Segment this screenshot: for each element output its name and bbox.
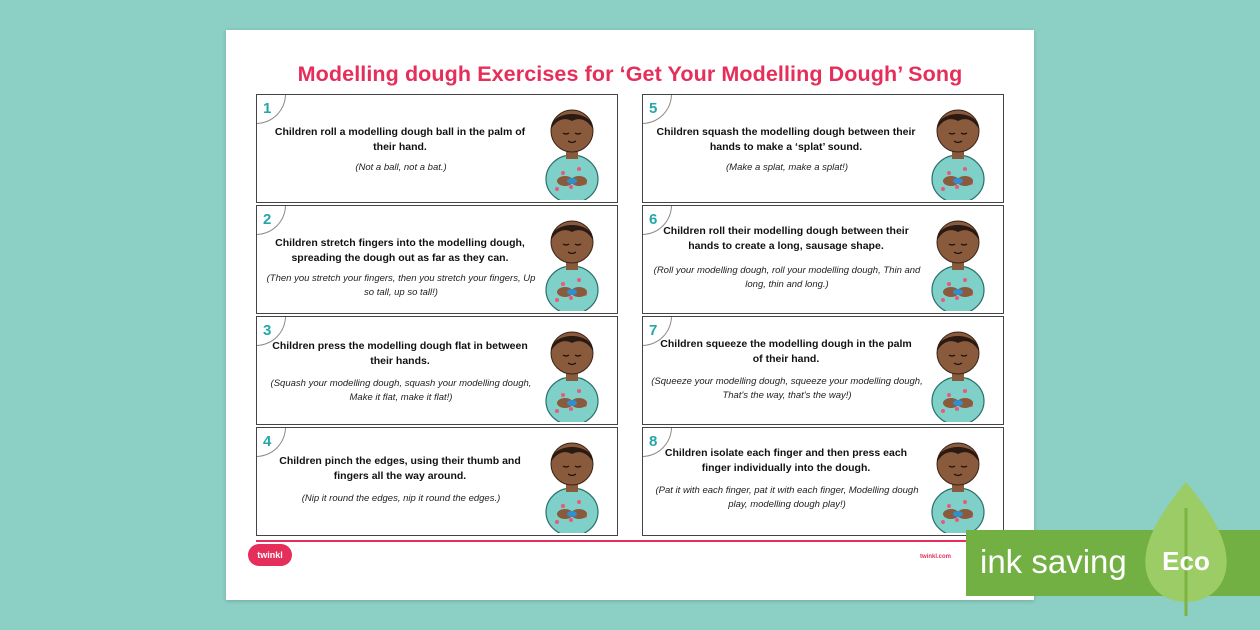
card-number: 5: [649, 100, 658, 117]
card-instruction: Children pinch the edges, using their thumb and fingers all the way around.: [279, 455, 521, 482]
exercise-card-1: [256, 94, 618, 203]
card-lyric: (Then you stretch your fingers, then you stretch your fingers, Up so tall, up so tall!): [266, 273, 536, 298]
footer-divider: [256, 540, 1004, 542]
card-instruction: Children squeeze the modelling dough in the palm of their hand.: [660, 338, 912, 365]
card-instruction: Children stretch fingers into the modelling dough, spreading the dough out as far as they can.: [275, 237, 525, 264]
card-instruction: Children isolate each finger and then press each finger individually into the dough.: [664, 447, 908, 474]
twinkl-logo: twinkl: [248, 544, 292, 566]
card-number: 2: [263, 211, 272, 228]
card-instruction: Children roll a modelling dough ball in the palm of their hand.: [274, 126, 526, 153]
card-instruction: Children roll their modelling dough between their hands to create a long, sausage shape.: [663, 225, 909, 252]
card-lyric: (Squash your modelling dough, squash your modelling dough, Make it flat, make it flat!): [270, 378, 532, 403]
card-instruction: Children press the modelling dough flat in between their hands.: [272, 340, 528, 367]
card-lyric: (Roll your modelling dough, roll your modelling dough, Thin and long, thin and long.): [653, 265, 921, 290]
eco-badge: Eco: [1162, 546, 1210, 576]
exercise-card-2: [256, 205, 618, 314]
card-number: 3: [263, 322, 272, 339]
footer-url: twinkl.com: [920, 554, 952, 560]
child-illustration: [535, 432, 609, 533]
exercise-card-3: [256, 316, 618, 425]
exercise-card-4: [256, 427, 618, 536]
child-illustration: [921, 210, 995, 311]
card-lyric: (Squeeze your modelling dough, squeeze your modelling dough, That's the way, that's the way!): [651, 376, 923, 401]
exercise-card-8: [642, 427, 1004, 536]
ink-saving-label: ink saving: [980, 543, 1127, 580]
card-number: 1: [263, 100, 272, 117]
exercise-card-7: [642, 316, 1004, 425]
card-number: 8: [649, 433, 658, 450]
child-illustration: [921, 321, 995, 422]
card-number: 6: [649, 211, 658, 228]
card-number: 7: [649, 322, 658, 339]
card-lyric: (Make a splat, make a splat!): [726, 162, 848, 173]
worksheet-page: [226, 30, 1034, 600]
child-illustration: [921, 99, 995, 200]
card-instruction: Children squash the modelling dough between their hands to make a ‘splat’ sound.: [656, 126, 916, 153]
child-illustration: [921, 432, 995, 533]
card-lyric: (Nip it round the edges, nip it round the edges.): [301, 493, 501, 504]
child-illustration: [535, 321, 609, 422]
exercise-card-5: [642, 94, 1004, 203]
child-illustration: [535, 99, 609, 200]
eco-leaf-icon: [1138, 478, 1234, 618]
card-lyric: (Not a ball, not a bat.): [355, 162, 447, 173]
exercise-card-6: [642, 205, 1004, 314]
child-illustration: [535, 210, 609, 311]
card-number: 4: [263, 433, 272, 450]
worksheet-title: Modelling dough Exercises for ‘Get Your Modelling Dough’ Song: [297, 62, 963, 86]
card-lyric: (Pat it with each finger, pat it with each finger, Modelling dough play, modelling dough play!): [655, 485, 919, 510]
